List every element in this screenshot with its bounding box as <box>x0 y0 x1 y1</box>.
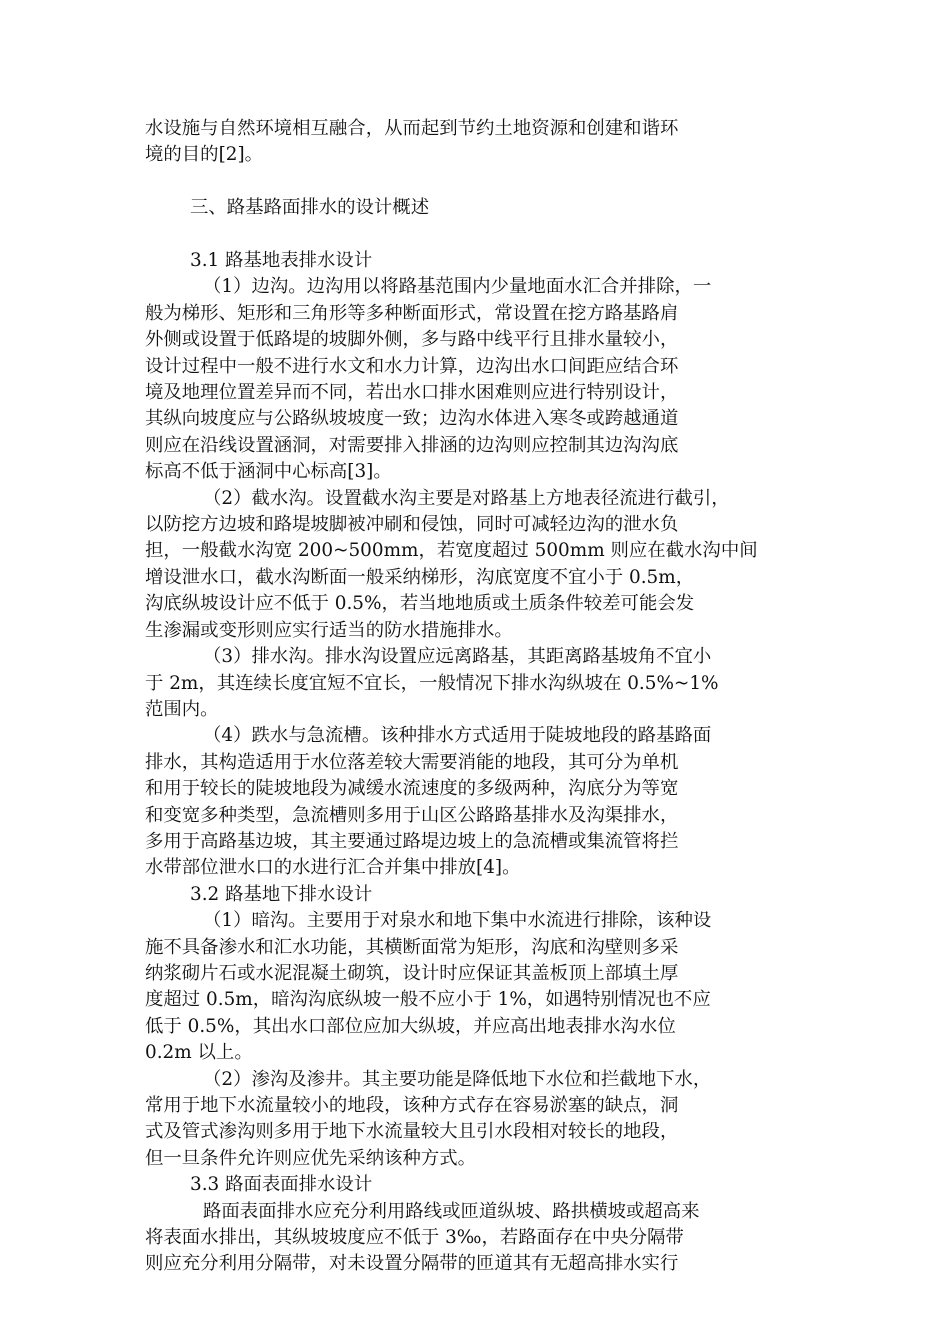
text-line: 排水，其构造适用于水位落差较大需要消能的地段，其可分为单机 <box>145 751 679 773</box>
text-line: 和用于较长的陡坡地段为减缓水流速度的多级两种，沟底分为等宽 <box>145 778 679 800</box>
text-line: 路面表面排水应充分利用路线或匝道纵坡、路拱横坡或超高来 <box>203 1200 700 1222</box>
text-line: （4）跌水与急流槽。该种排水方式适用于陡坡地段的路基路面 <box>203 725 712 747</box>
text-line: 外侧或设置于低路堤的坡脚外侧，多与路中线平行且排水量较小， <box>145 329 679 351</box>
text-line: 0.2m 以上。 <box>145 1042 253 1064</box>
text-line: 生渗漏或变形则应实行适当的防水措施排水。 <box>145 619 513 641</box>
text-line: 纳浆砌片石或水泥混凝土砌筑，设计时应保证其盖板顶上部填土厚 <box>145 962 679 984</box>
text-line: 和变宽多种类型，急流槽则多用于山区公路路基排水及沟渠排水， <box>145 804 679 826</box>
text-line: 其纵向坡度应与公路纵坡坡度一致；边沟水体进入寒冬或跨越通道 <box>145 408 679 430</box>
text-line: 施不具备渗水和汇水功能，其横断面常为矩形，沟底和沟壁则多采 <box>145 936 679 958</box>
text-line: 范围内。 <box>145 698 219 720</box>
text-line: 度超过 0.5m，暗沟沟底纵坡一般不应小于 1%，如遇特别情况也不应 <box>145 989 711 1011</box>
text-line: 般为梯形、矩形和三角形等多种断面形式，常设置在挖方路基路肩 <box>145 302 679 324</box>
text-line: 水带部位泄水口的水进行汇合并集中排放[4]。 <box>145 857 521 879</box>
subsection-title: 3.3 路面表面排水设计 <box>190 1174 373 1196</box>
text-line: 将表面水排出，其纵坡坡度应不低于 3‰，若路面存在中央分隔带 <box>145 1227 684 1249</box>
text-line: 常用于地下水流量较小的地段，该种方式存在容易淤塞的缺点，洞 <box>145 1095 679 1116</box>
text-line: （2）渗沟及渗井。其主要功能是降低地下水位和拦截地下水， <box>203 1068 712 1090</box>
text-line: 担，一般截水沟宽 200~500mm，若宽度超过 500mm 则应在截水沟中间 <box>145 540 758 562</box>
subsection-title: 3.1 路基地表排水设计 <box>190 250 373 271</box>
text-line: 以防挖方边坡和路堤坡脚被冲刷和侵蚀，同时可减轻边沟的泄水负 <box>145 514 679 536</box>
text-line: 多用于高路基边坡，其主要通过路堤边坡上的急流槽或集流管将拦 <box>145 830 679 852</box>
text-line: 于 2m，其连续长度宜短不宜长，一般情况下排水沟纵坡在 0.5%~1% <box>145 672 719 694</box>
text-line: 水设施与自然环境相互融合，从而起到节约土地资源和创建和谐环 <box>145 118 679 139</box>
text-line: （3）排水沟。排水沟设置应远离路基，其距离路基坡角不宜小 <box>203 646 712 668</box>
text-line: 低于 0.5%，其出水口部位应加大纵坡，并应高出地表排水沟水位 <box>145 1015 676 1037</box>
text-line: 式及管式渗沟则多用于地下水流量较大且引水段相对较长的地段， <box>145 1121 679 1143</box>
text-line: 则应充分利用分隔带，对未设置分隔带的匝道其有无超高排水实行 <box>145 1253 679 1275</box>
text-line: 境的目的[2]。 <box>145 144 264 166</box>
text-line: （1）边沟。边沟用以将路基范围内少量地面水汇合并排除，一 <box>203 276 712 298</box>
text-line: （2）截水沟。设置截水沟主要是对路基上方地表径流进行截引， <box>203 487 730 509</box>
text-line: 设计过程中一般不进行水文和水力计算，边沟出水口间距应结合环 <box>145 355 679 377</box>
subsection-title: 3.2 路基地下排水设计 <box>190 883 373 905</box>
text-line: （1）暗沟。主要用于对泉水和地下集中水流进行排除，该种设 <box>203 910 712 932</box>
text-line: 沟底纵坡设计应不低于 0.5%，若当地地质或土质条件较差可能会发 <box>145 593 695 615</box>
text-line: 但一旦条件允许则应优先采纳该种方式。 <box>145 1147 477 1169</box>
text-line: 则应在沿线设置涵洞，对需要排入排涵的边沟则应控制其边沟沟底 <box>145 434 679 456</box>
document-page <box>145 116 810 1278</box>
text-line: 境及地理位置差异而不同，若出水口排水困难则应进行特别设计， <box>145 382 679 404</box>
section-heading: 三、路基路面排水的设计概述 <box>190 197 430 219</box>
text-line: 增设泄水口，截水沟断面一般采纳梯形，沟底宽度不宜小于 0.5m， <box>145 566 695 588</box>
text-line: 标高不低于涵洞中心标高[3]。 <box>145 461 392 483</box>
